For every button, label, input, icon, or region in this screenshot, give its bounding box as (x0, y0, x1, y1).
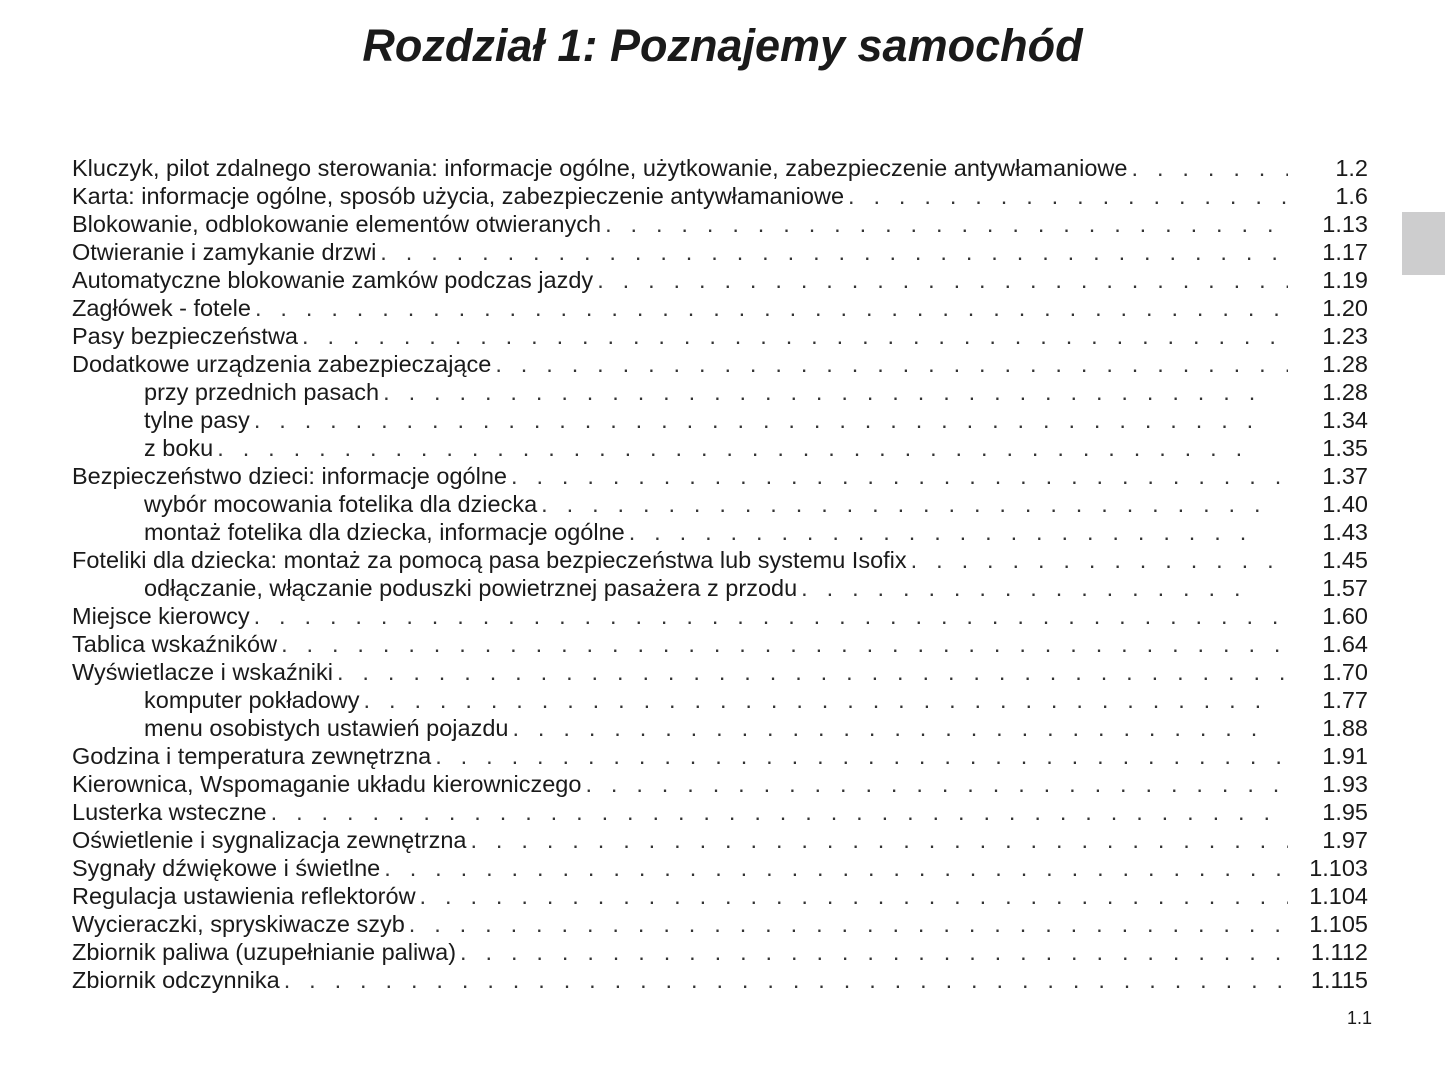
toc-entry-page: 1.28 (1322, 379, 1368, 405)
toc-entry-page: 1.105 (1309, 911, 1368, 937)
dot-leader (512, 714, 1260, 742)
dot-leader (435, 742, 1288, 770)
toc-entry[interactable] (72, 210, 1368, 238)
dot-leader (281, 630, 1288, 658)
dot-leader (364, 686, 1260, 714)
toc-entry-page: 1.23 (1322, 323, 1368, 349)
toc-entry[interactable] (72, 658, 1368, 686)
dot-leader (1131, 154, 1288, 182)
dot-leader (597, 266, 1288, 294)
toc-entry[interactable] (72, 574, 1368, 602)
toc-entry-page: 1.2 (1335, 155, 1368, 181)
chapter-title: Rozdział 1: Poznajemy samochód (362, 20, 1083, 71)
toc-entry[interactable] (72, 714, 1368, 742)
chapter-tab-marker (1402, 212, 1445, 275)
toc-entry[interactable] (72, 266, 1368, 294)
toc-entry-page: 1.19 (1322, 267, 1368, 293)
toc-entry-label: Wycieraczki, spryskiwacze szyb (72, 911, 405, 937)
toc-entry[interactable] (72, 518, 1368, 546)
toc-entry-label: wybór mocowania fotelika dla dziecka (144, 491, 538, 517)
toc-entry[interactable] (72, 350, 1368, 378)
dot-leader (254, 602, 1288, 630)
toc-entry-label: Blokowanie, odblokowanie elementów otwieranych (72, 211, 602, 237)
toc-entry-page: 1.104 (1309, 883, 1368, 909)
toc-entry[interactable] (72, 490, 1368, 518)
toc-entry[interactable] (72, 854, 1368, 882)
toc-entry-page: 1.17 (1322, 239, 1368, 265)
toc-entry-label: Lusterka wsteczne (72, 799, 267, 825)
dot-leader (284, 966, 1288, 994)
toc-entry-page: 1.115 (1310, 967, 1368, 993)
toc-entry[interactable] (72, 826, 1368, 854)
toc-entry[interactable] (72, 686, 1368, 714)
dot-leader (302, 322, 1288, 350)
dot-leader (801, 574, 1260, 602)
toc-entry[interactable] (72, 910, 1368, 938)
toc-entry[interactable] (72, 434, 1368, 462)
toc-entry-label: Foteliki dla dziecka: montaż za pomocą pasa bezpieczeństwa lub systemu Isofix (72, 547, 907, 573)
toc-entry-page: 1.20 (1322, 295, 1368, 321)
toc-entry[interactable] (72, 602, 1368, 630)
toc-entry-page: 1.57 (1322, 575, 1368, 601)
toc-entry[interactable] (72, 798, 1368, 826)
toc-entry[interactable] (72, 462, 1368, 490)
toc-entry-label: Wyświetlacze i wskaźniki (72, 659, 333, 685)
toc-entry-label: montaż fotelika dla dziecka, informacje ogólne (144, 519, 625, 545)
toc-entry-page: 1.95 (1322, 799, 1368, 825)
toc-entry-page: 1.91 (1322, 743, 1368, 769)
toc-entry-label: Otwieranie i zamykanie drzwi (72, 239, 377, 265)
dot-leader (605, 210, 1288, 238)
toc-entry-label: tylne pasy (144, 407, 250, 433)
dot-leader (629, 518, 1260, 546)
toc-entry[interactable] (72, 378, 1368, 406)
dot-leader (255, 294, 1288, 322)
toc-entry[interactable] (72, 630, 1368, 658)
toc-entry-label: komputer pokładowy (144, 687, 360, 713)
dot-leader (460, 938, 1288, 966)
dot-leader (380, 238, 1288, 266)
toc-entry-label: Zbiornik paliwa (uzupełnianie paliwa) (72, 939, 457, 965)
toc-entry-page: 1.35 (1322, 435, 1368, 461)
toc-entry[interactable] (72, 182, 1368, 210)
dot-leader (495, 350, 1288, 378)
toc-entry-page: 1.70 (1322, 659, 1368, 685)
toc-entry[interactable] (72, 322, 1368, 350)
toc-entry-page: 1.34 (1322, 407, 1368, 433)
toc-entry[interactable] (72, 742, 1368, 770)
toc-entry[interactable] (72, 406, 1368, 434)
toc-entry-page: 1.13 (1322, 211, 1368, 237)
toc-entry-label: Sygnały dźwiękowe i świetlne (72, 855, 381, 881)
toc-entry-label: Regulacja ustawienia reflektorów (72, 883, 416, 909)
toc-entry-page: 1.43 (1322, 519, 1368, 545)
toc-entry-label: Tablica wskaźników (72, 631, 278, 657)
dot-leader (409, 910, 1288, 938)
toc-entry-page: 1.112 (1310, 939, 1368, 965)
toc-entry-page: 1.93 (1322, 771, 1368, 797)
dot-leader (383, 378, 1260, 406)
toc-entry-page: 1.37 (1322, 463, 1368, 489)
toc-entry[interactable] (72, 938, 1368, 966)
toc-entry-page: 1.45 (1322, 547, 1368, 573)
toc-entry[interactable] (72, 154, 1368, 182)
page-number: 1.1 (1346, 1008, 1372, 1028)
dot-leader (911, 546, 1288, 574)
dot-leader (254, 406, 1260, 434)
toc-entry[interactable] (72, 294, 1368, 322)
dot-leader (511, 462, 1288, 490)
toc-entry[interactable] (72, 882, 1368, 910)
toc-entry-label: menu osobistych ustawień pojazdu (144, 715, 509, 741)
toc-entry-label: Dodatkowe urządzenia zabezpieczające (72, 351, 492, 377)
toc-entry-label: Kierownica, Wspomaganie układu kierowniczego (72, 771, 582, 797)
toc-entry-label: z boku (144, 435, 214, 461)
toc-entry-label: Zbiornik odczynnika (72, 967, 280, 993)
toc-entry-label: Automatyczne blokowanie zamków podczas jazdy (72, 267, 594, 293)
toc-entry-label: Bezpieczeństwo dzieci: informacje ogólne (72, 463, 507, 489)
toc-entry-label: przy przednich pasach (144, 379, 380, 405)
toc-entry[interactable] (72, 238, 1368, 266)
toc-entry-page: 1.28 (1322, 351, 1368, 377)
dot-leader (470, 826, 1288, 854)
toc-entry-page: 1.40 (1322, 491, 1368, 517)
toc-entry-page: 1.60 (1322, 603, 1368, 629)
toc-entry[interactable] (72, 770, 1368, 798)
toc-entry-page: 1.103 (1309, 855, 1368, 881)
toc-entry[interactable] (72, 966, 1368, 994)
dot-leader (337, 658, 1288, 686)
table-of-contents (72, 154, 1368, 994)
dot-leader (585, 770, 1288, 798)
dot-leader (541, 490, 1260, 518)
dot-leader (384, 854, 1288, 882)
toc-entry-label: Karta: informacje ogólne, sposób użycia, zabezpieczenie antywłamaniowe (72, 183, 845, 209)
dot-leader (217, 434, 1260, 462)
toc-entry-label: Zagłówek - fotele (72, 295, 251, 321)
toc-entry-page: 1.64 (1322, 631, 1368, 657)
toc-entry-page: 1.77 (1322, 687, 1368, 713)
toc-entry-label: Kluczyk, pilot zdalnego sterowania: informacje ogólne, użytkowanie, zabezpieczenie antywłamaniowe (72, 155, 1128, 181)
toc-entry-label: odłączanie, włączanie poduszki powietrznej pasażera z przodu (144, 575, 798, 601)
toc-entry-page: 1.88 (1322, 715, 1368, 741)
toc-entry-page: 1.6 (1335, 183, 1368, 209)
dot-leader (420, 882, 1288, 910)
dot-leader (848, 182, 1288, 210)
toc-entry-label: Miejsce kierowcy (72, 603, 250, 629)
toc-entry-label: Pasy bezpieczeństwa (72, 323, 298, 349)
toc-entry-page: 1.97 (1322, 827, 1368, 853)
dot-leader (271, 798, 1288, 826)
toc-entry-label: Oświetlenie i sygnalizacja zewnętrzna (72, 827, 467, 853)
toc-entry[interactable] (72, 546, 1368, 574)
toc-entry-label: Godzina i temperatura zewnętrzna (72, 743, 432, 769)
